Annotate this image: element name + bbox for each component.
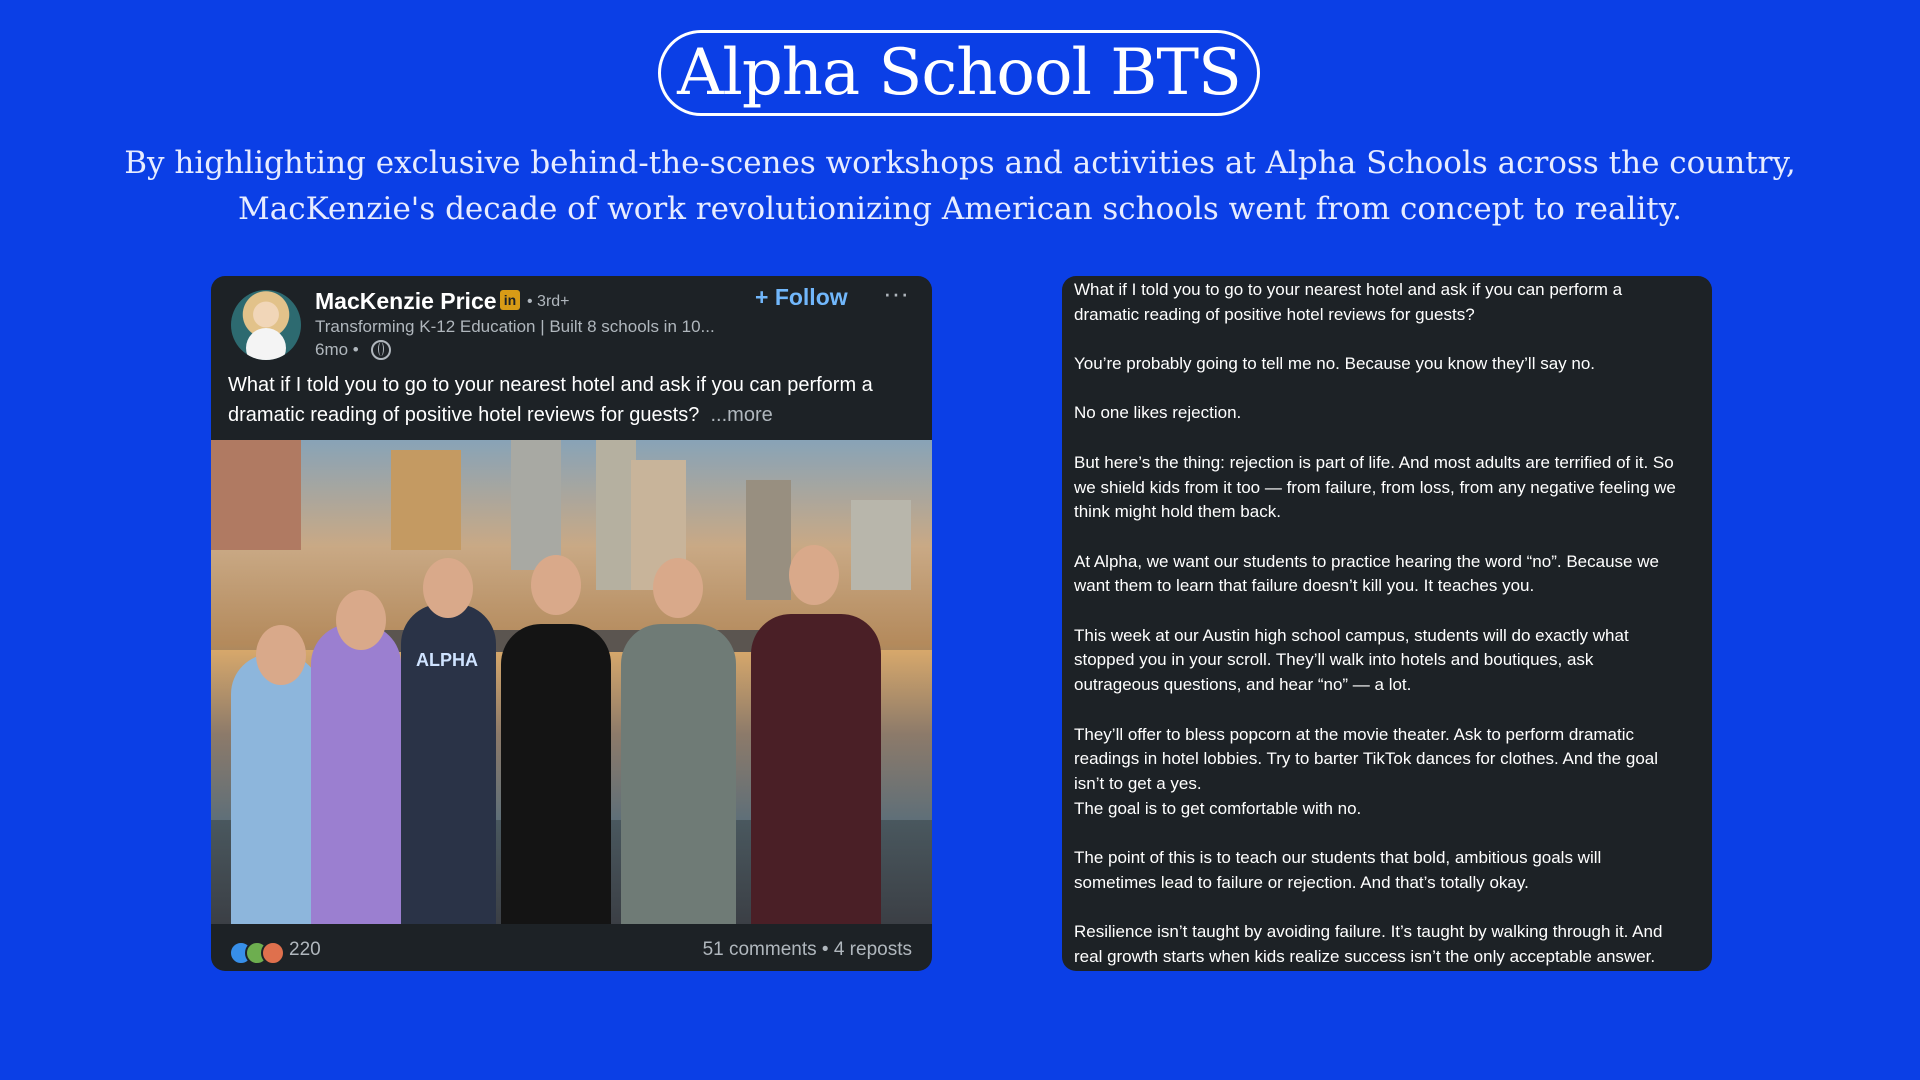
author-avatar[interactable] bbox=[231, 290, 301, 360]
post-paragraph bbox=[1074, 846, 1712, 895]
see-more-link[interactable]: ...more bbox=[710, 404, 773, 426]
shirt-text: ALPHA bbox=[416, 650, 478, 670]
post-paragraph-line: sometimes lead to failure or rejection. And that’s totally okay. bbox=[1074, 872, 1529, 892]
post-paragraph-line: This week at our Austin high school campus, students will do exactly what bbox=[1074, 625, 1629, 645]
post-paragraph-line: They’ll offer to bless popcorn at the movie theater. Ask to perform dramatic bbox=[1074, 724, 1635, 744]
post-paragraph-line: real growth starts when kids realize success isn’t the only acceptable answer. bbox=[1074, 946, 1656, 966]
post-paragraph bbox=[1074, 401, 1712, 426]
post-paragraph-line: stopped you in your scroll. They’ll walk into hotels and boutiques, ask bbox=[1074, 650, 1594, 670]
reactions-icon[interactable] bbox=[229, 941, 285, 963]
more-options-icon[interactable]: ··· bbox=[883, 278, 909, 308]
post-paragraph bbox=[1074, 451, 1712, 525]
post-paragraph bbox=[1074, 920, 1712, 969]
post-paragraph-line: readings in hotel lobbies. Try to barter TikTok dances for clothes. And the goal bbox=[1074, 749, 1659, 769]
post-text-body: What if I told you to go to your nearest hotel and ask if you can perform a dramatic reading of positive hotel reviews for guests? bbox=[228, 374, 873, 426]
post-text bbox=[228, 370, 918, 430]
post-paragraph bbox=[1074, 278, 1712, 327]
post-paragraph-line: we shield kids from it too — from failure, from loss, from any negative feeling we bbox=[1074, 477, 1676, 497]
post-paragraph-line: want them to learn that failure doesn’t kill you. It teaches you. bbox=[1074, 576, 1535, 596]
subtitle-line: By highlighting exclusive behind-the-scenes workshops and activities at Alpha Schools across the country, bbox=[124, 145, 1796, 181]
post-paragraph-line: No one likes rejection. bbox=[1074, 403, 1242, 423]
globe-icon bbox=[371, 340, 391, 360]
post-time: 6mo • bbox=[315, 340, 359, 359]
post-paragraph-line: What if I told you to go to your nearest hotel and ask if you can perform a bbox=[1074, 280, 1623, 299]
page-subtitle bbox=[80, 140, 1840, 232]
author-headline: Transforming K-12 Education | Built 8 schools in 10... bbox=[315, 317, 715, 336]
post-paragraph-line: Resilience isn’t taught by avoiding failure. It’s taught by walking through it. And bbox=[1074, 922, 1663, 942]
post-paragraph-line: think might hold them back. bbox=[1074, 502, 1281, 522]
author-name[interactable]: MacKenzie Price bbox=[315, 288, 497, 314]
post-paragraph-line: dramatic reading of positive hotel reviews for guests? bbox=[1074, 304, 1475, 324]
post-paragraph bbox=[1074, 723, 1712, 822]
full-post-text-panel bbox=[1062, 276, 1712, 971]
post-paragraph-line: You’re probably going to tell me no. Because you know they’ll say no. bbox=[1074, 354, 1596, 374]
post-paragraph-line: But here’s the thing: rejection is part of life. And most adults are terrified of it. So bbox=[1074, 452, 1674, 472]
post-paragraph bbox=[1074, 352, 1712, 377]
post-photo[interactable] bbox=[211, 440, 932, 924]
post-paragraph bbox=[1074, 624, 1712, 698]
connection-degree: • 3rd+ bbox=[527, 293, 570, 310]
follow-button[interactable]: + Follow bbox=[755, 284, 848, 310]
subtitle-line: MacKenzie's decade of work revolutionizing American schools went from concept to reality. bbox=[237, 191, 1682, 227]
reaction-count[interactable]: 220 bbox=[289, 939, 321, 960]
linkedin-post-card bbox=[211, 276, 932, 971]
love-reaction-icon bbox=[261, 941, 285, 965]
post-paragraph-line: The goal is to get comfortable with no. bbox=[1074, 798, 1362, 818]
page-title: Alpha School BTS bbox=[658, 30, 1260, 116]
post-paragraph-line: At Alpha, we want our students to practice hearing the word “no”. Because we bbox=[1074, 551, 1659, 571]
post-paragraph-line: outrageous questions, and hear “no” — a lot. bbox=[1074, 675, 1412, 695]
comments-reposts-count[interactable]: 51 comments • 4 reposts bbox=[702, 939, 912, 960]
post-paragraph bbox=[1074, 550, 1712, 599]
post-paragraph-line: isn’t to get a yes. bbox=[1074, 773, 1202, 793]
linkedin-badge-icon: in bbox=[500, 290, 520, 310]
post-paragraph-line: The point of this is to teach our students that bold, ambitious goals will bbox=[1074, 848, 1602, 868]
